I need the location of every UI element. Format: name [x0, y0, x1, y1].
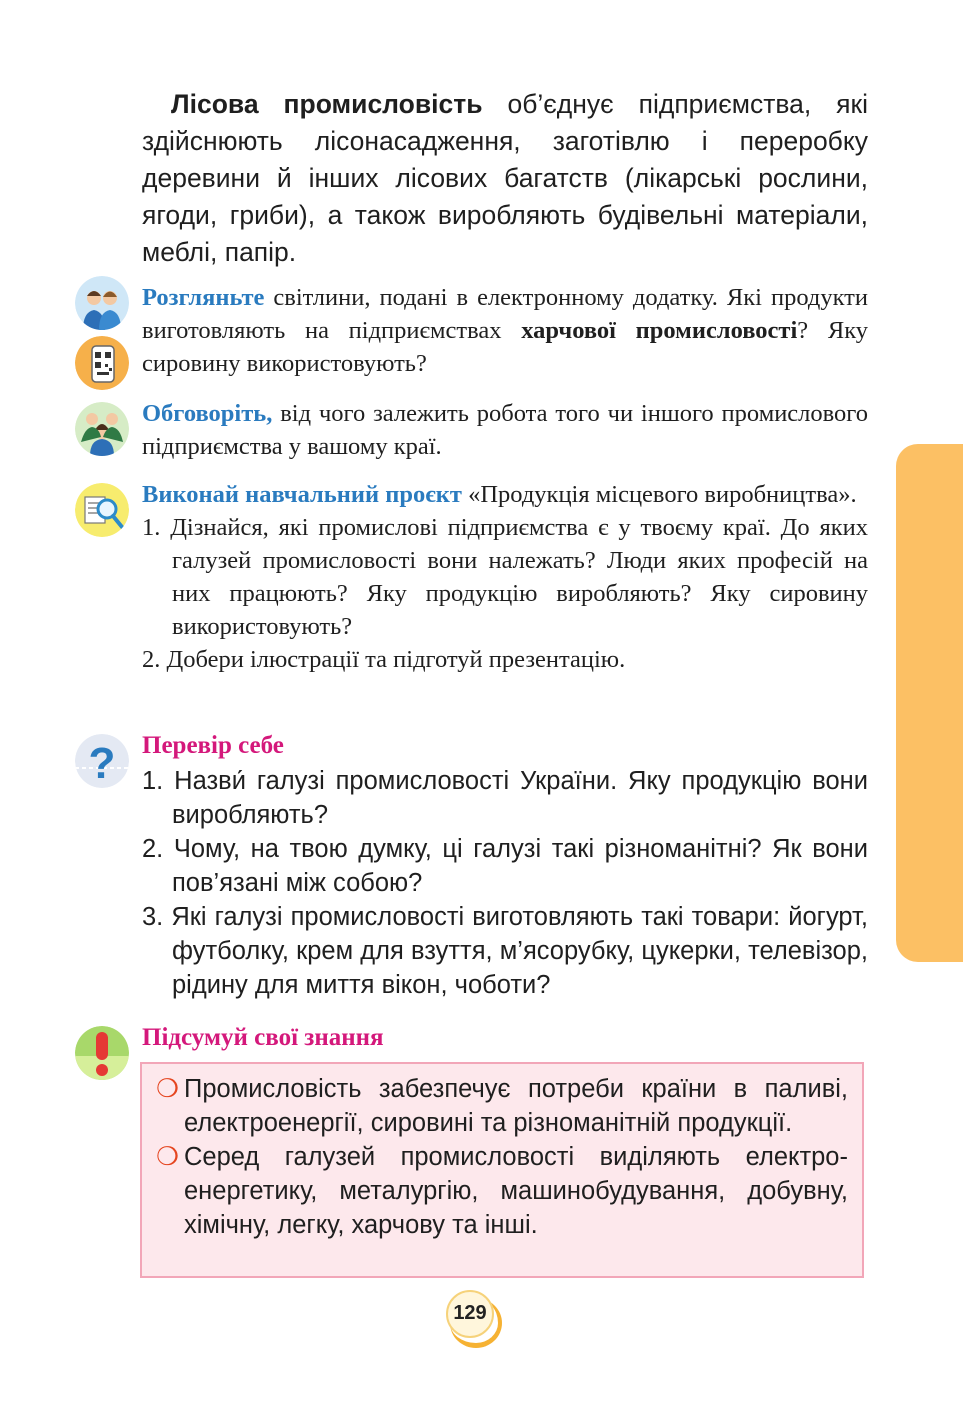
summary-heading: Підсумуй свої знання	[142, 1024, 384, 1051]
project-intro	[142, 478, 868, 511]
summary-item-text: Промисловість забезпечує потреби країни в паливі, електроенергії, сировині та різноманітній продукції.	[184, 1075, 848, 1137]
summary-item	[154, 1140, 848, 1242]
bullet-icon: ❍	[156, 1075, 179, 1103]
consider-text-2: ? Яку сировину використовують?	[142, 317, 868, 377]
discuss-keyword: Обговоріть,	[142, 400, 273, 427]
check-question: 2. Чому, на твою думку, ці галузі такі різноманітні? Як вони пов’язані між собою?	[142, 835, 868, 897]
exclamation-icon	[75, 1026, 129, 1080]
intro-term: Лісова промисловість	[171, 89, 483, 119]
discuss-task	[142, 397, 868, 463]
check-questions	[142, 764, 868, 1002]
question-mark-icon	[75, 734, 129, 788]
intro-paragraph	[142, 86, 868, 271]
qr-phone-icon	[75, 336, 129, 390]
intro-text: об’єднує підприємства, які здійснюють лісонасадження, заготівлю і переробку деревини й інших лісових багатств (лікарські рослини, ягоди, гриби), а також виробляють будівельні матеріали, меблі, папір.	[142, 89, 868, 267]
svg-text:?: ?	[88, 739, 116, 788]
project-keyword: Виконай навчальний проєкт	[142, 481, 462, 508]
page-number: 129	[446, 1290, 494, 1338]
summary-list	[142, 1064, 862, 1242]
project-step: 2. Добери ілюстрації та підготуй презентацію.	[142, 646, 626, 673]
check-question: 1. Назви́ галузі промисловості України. Яку продукцію вони виробляють?	[142, 767, 868, 829]
consider-bold: харчової промисловості	[521, 317, 798, 344]
discuss-text: від чого залежить робота того чи іншого промислового підприємства у вашому краї.	[142, 400, 868, 460]
project-task	[142, 478, 868, 676]
consider-task	[142, 281, 868, 380]
project-step: 1. Дізнайся, які промислові підприємства є у твоєму краї. До яких галузей промисловості вони належать? Люди яких професій на них працюють? Яку продукцію виробляють? Яку сировину використовують?	[142, 514, 868, 640]
bullet-icon: ❍	[156, 1143, 179, 1171]
check-section	[142, 728, 868, 1002]
consider-text-1: світлини, подані в електронному додатку. Які продукти виготовляють на підприємствах	[142, 284, 868, 344]
check-question: 3. Які галузі промисловості виготовляють такі товари: йогурт, футболку, крем для взуття, м’ясорубку, цукерки, телевізор, рідину для миття вікон, чоботи?	[142, 903, 868, 999]
check-heading: Перевір себе	[142, 732, 284, 759]
project-text: «Продукція місцевого виробництва».	[461, 481, 857, 508]
summary-item	[154, 1072, 848, 1140]
section-tab	[896, 444, 963, 962]
summary-item-text: Серед галузей промисловості виділяють електроенергетику, металургію, машинобудування, добувну, хімічну, легку, харчову та інші.	[184, 1143, 848, 1239]
project-steps	[142, 511, 868, 676]
group-discussion-icon	[75, 402, 129, 456]
people-icon	[75, 276, 129, 330]
summary-box	[140, 1062, 864, 1278]
consider-keyword: Розгляньте	[142, 284, 265, 311]
project-magnifier-icon	[75, 483, 129, 537]
